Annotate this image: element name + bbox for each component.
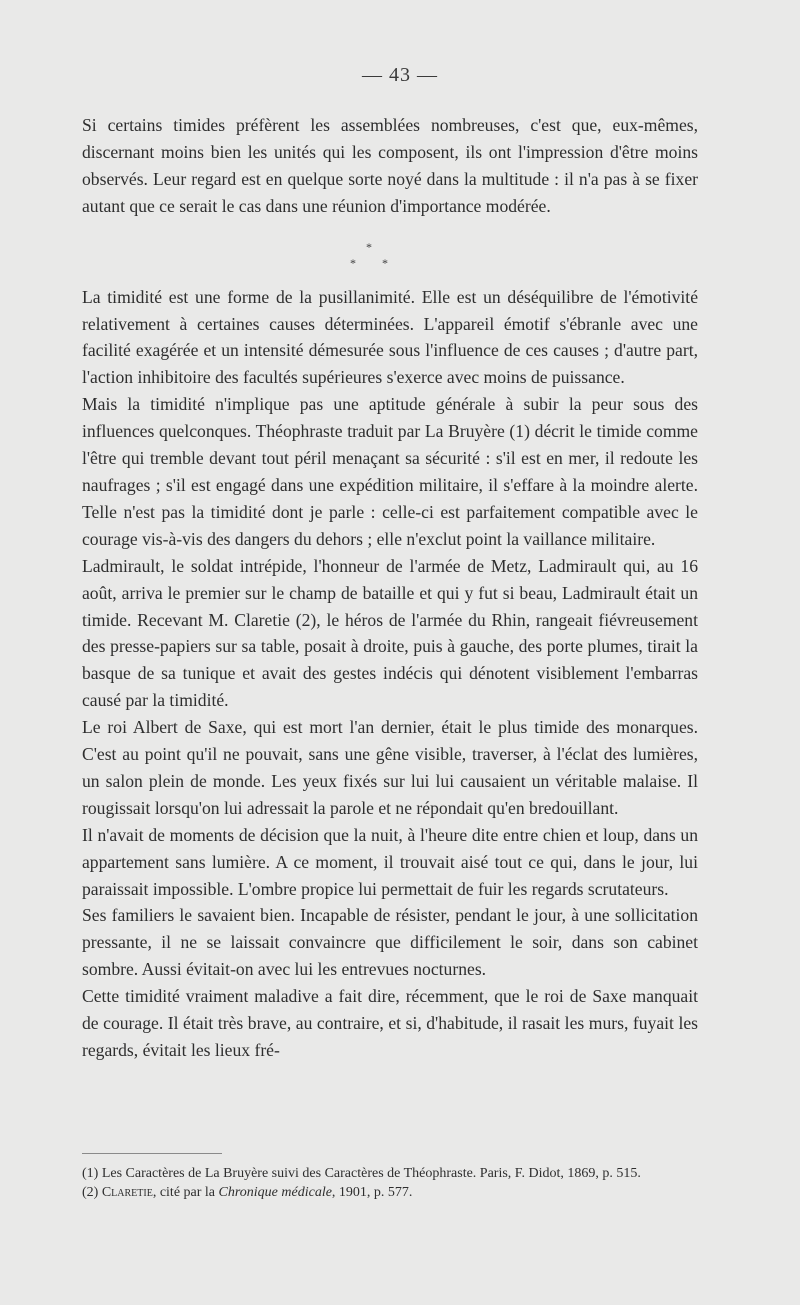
separator-star-right: *: [382, 255, 388, 270]
footnote-journal: Chronique médicale: [218, 1185, 332, 1200]
paragraph: Le roi Albert de Saxe, qui est mort l'an dernier, était le plus timide des monarques. C'est au point qu'il ne pouvait, sans une gêne visible, traverser, à l'éclat des lumières, un salon plein de monde. Les yeux fixés sur lui lui causaient un véritable malaise. Il rougissait lorsqu'on lui adressait la parole et ne répondait qu'en bredouillant.: [82, 717, 698, 818]
footnote-text: , 1901, p. 577.: [331, 1185, 413, 1200]
footnote-marker: (1): [82, 1166, 99, 1181]
footnote-text: Les Caractères de La Bruyère suivi des Caractères de Théophraste. Paris, F. Didot, 1869, p. 515.: [101, 1166, 641, 1181]
separator-star-top: *: [366, 239, 372, 254]
page-number: — 43 —: [362, 64, 438, 86]
footnote-1: [82, 1164, 698, 1183]
separator-star-left: *: [350, 255, 356, 270]
paragraph: Mais la timidité n'implique pas une aptitude générale à subir la peur sous des influences quelconques. Théophraste traduit par La Bruyère (1) décrit le timide comme l'être qui tremble devant tout péril menaçant sa sécurité : s'il est en mer, il redoute les naufrages ; s'il est engagé dans une expédition militaire, il s'effare à la moindre alerte. Telle n'est pas la timidité dont je parle : celle-ci est parfaitement compatible avec le courage vis-à-vis des dangers du dehors ; elle n'exclut point la vaillance militaire.: [82, 394, 698, 549]
footnote-text: , cité par la: [152, 1185, 219, 1200]
body-text: [82, 112, 698, 1064]
paragraph: Ses familiers le savaient bien. Incapable de résister, pendant le jour, à une sollicitation pressante, il ne se laissait convaincre que difficilement le soir, dans son cabinet sombre. Aussi évitait-on avec lui les entrevues nocturnes.: [82, 905, 698, 980]
paragraph: La timidité est une forme de la pusillanimité. Elle est un déséquilibre de l'émotivité relativement à certaines causes déterminées. L'appareil émotif s'ébranle avec une facilité exagérée et un intensité démesurée sous l'influence de ces causes ; d'autre part, l'action inhibitoire des facultés supérieures s'exerce avec moins de puissance.: [82, 286, 698, 388]
footnote-author: Claretie: [101, 1185, 153, 1200]
footnote-2: [82, 1183, 698, 1202]
footnote-rule: [82, 1153, 222, 1154]
footnotes: [82, 1164, 698, 1202]
section-separator: [82, 224, 698, 282]
paragraph: Ladmirault, le soldat intrépide, l'honneur de l'armée de Metz, Ladmirault qui, au 16 août, arriva le premier sur le champ de bataille et qui y fut si beau, Ladmirault était un timide. Recevant M. Claretie (2), le héros de l'armée du Rhin, rangeait fiévreusement des presse-papiers sur sa table, posait à droite, puis à gauche, des porte plumes, tirait la basque de sa tunique et avait des gestes indécis qui dénotent visiblement l'embarras causé par la timidité.: [82, 555, 698, 711]
paragraph-intro: Si certains timides préfèrent les assemblées nombreuses, c'est que, eux-mêmes, discernant moins bien les unités qui les composent, ils ont l'impression d'être moins observés. Leur regard est en quelque sorte noyé dans la multitude : il n'a pas à se fixer autant que ce serait le cas dans une réunion d'importance modérée.: [82, 115, 698, 216]
footnote-marker: (2): [82, 1185, 99, 1200]
paragraph: Cette timidité vraiment maladive a fait dire, récemment, que le roi de Saxe manquait de courage. Il était très brave, au contraire, et si, d'habitude, il rasait les murs, fuyait les regards, évitait les lieux fré-: [82, 986, 698, 1060]
paragraph: Il n'avait de moments de décision que la nuit, à l'heure dite entre chien et loup, dans un appartement sans lumière. A ce moment, il trouvait aisé tout ce qui, dans le jour, lui paraissait impossible. L'ombre propice lui permettait de fuir les regards scrutateurs.: [82, 824, 698, 899]
